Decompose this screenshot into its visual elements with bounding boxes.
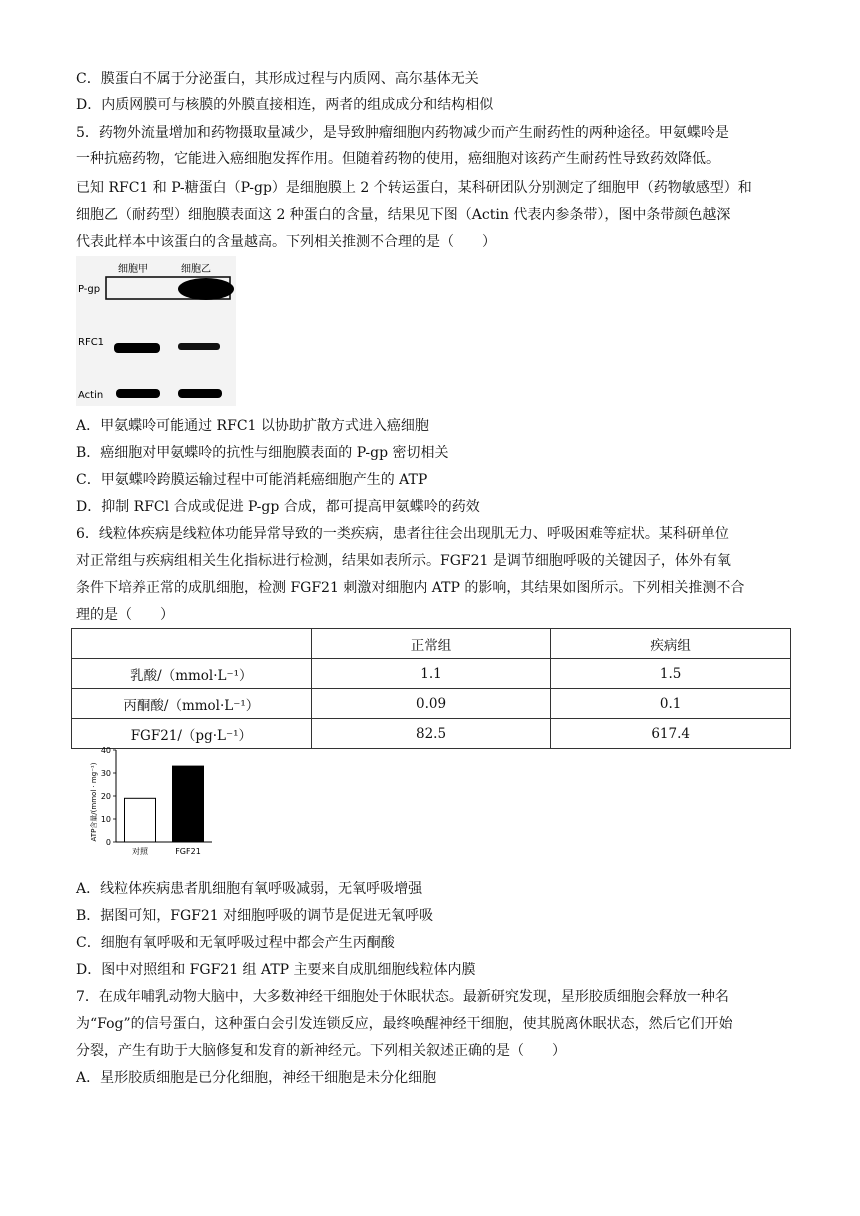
chart-y-tick-label: 30 xyxy=(100,769,111,778)
q6-stem-line: 6．线粒体疾病是线粒体功能异常导致的一类疾病，患者往往会出现肌无力、呼吸困难等症状。某科研单位 xyxy=(76,526,729,542)
blot-band-rfc1-a xyxy=(114,343,160,353)
q6-data-table xyxy=(71,628,791,749)
table-cell: 丙酮酸/（mmol·L⁻¹） xyxy=(72,689,312,719)
atp-bar-chart xyxy=(84,744,216,866)
chart-bar xyxy=(173,766,204,842)
q5-stem-line: 已知 RFC1 和 P-糖蛋白（P-gp）是细胞膜上 2 个转运蛋白，某科研团队分别测定了细胞甲（药物敏感型）和 xyxy=(76,180,752,196)
q5-option-b: B．癌细胞对甲氨蝶呤的抗性与细胞膜表面的 P-gp 密切相关 xyxy=(76,445,449,461)
q5-stem-line: 一种抗癌药物，它能进入癌细胞发挥作用。但随着药物的使用，癌细胞对该药产生耐药性导致药效降低。 xyxy=(76,151,720,167)
q7-stem-line: 为“Fog”的信号蛋白，这种蛋白会引发连锁反应，最终唤醒神经干细胞，使其脱离休眠状态，然后它们开始 xyxy=(76,1016,733,1032)
table-cell: 1.1 xyxy=(311,659,551,689)
q4-option-d: D．内质网膜可与核膜的外膜直接相连，两者的组成成分和结构相似 xyxy=(76,97,494,113)
chart-y-tick-label: 40 xyxy=(100,746,111,755)
table-cell: FGF21/（pg·L⁻¹） xyxy=(72,719,312,749)
blot-row-label: RFC1 xyxy=(78,337,105,348)
table-row xyxy=(72,659,791,689)
chart-y-tick-label: 10 xyxy=(100,815,111,824)
table-cell: 1.5 xyxy=(551,659,791,689)
table-header-cell: 疾病组 xyxy=(551,629,791,659)
q6-option-a: A．线粒体疾病患者肌细胞有氧呼吸减弱，无氧呼吸增强 xyxy=(76,881,423,897)
q5-stem-line: 5．药物外流量增加和药物摄取量减少，是导致肿瘤细胞内药物减少而产生耐药性的两种途径。甲氨蝶呤是 xyxy=(76,125,729,141)
blot-row-label: P-gp xyxy=(78,284,101,295)
chart-x-tick-label: 对照 xyxy=(132,847,148,856)
table-header-cell xyxy=(72,629,312,659)
table-row xyxy=(72,689,791,719)
table-cell: 617.4 xyxy=(551,719,791,749)
blot-band-pgp-b xyxy=(178,278,234,300)
table-cell: 0.1 xyxy=(551,689,791,719)
table-cell: 0.09 xyxy=(311,689,551,719)
q5-stem-line: 细胞乙（耐药型）细胞膜表面这 2 种蛋白的含量，结果见下图（Actin 代表内参条带），图中条带颜色越深 xyxy=(76,207,731,223)
blot-col-label: 细胞乙 xyxy=(181,264,211,275)
chart-bar xyxy=(125,798,156,842)
q5-option-c: C．甲氨蝶呤跨膜运输过程中可能消耗癌细胞产生的 ATP xyxy=(76,472,428,488)
chart-y-tick-label: 20 xyxy=(100,792,111,801)
blot-band-rfc1-b xyxy=(178,343,220,350)
blot-row-label: Actin xyxy=(78,390,104,401)
q4-option-c: C．膜蛋白不属于分泌蛋白，其形成过程与内质网、高尔基体无关 xyxy=(76,71,479,87)
q6-stem-line: 对正常组与疾病组相关生化指标进行检测，结果如表所示。FGF21 是调节细胞呼吸的关键因子，体外有氧 xyxy=(76,553,731,569)
table-header-row xyxy=(72,629,791,659)
chart-y-tick-label: 0 xyxy=(105,838,111,847)
q6-stem-line: 条件下培养正常的成肌细胞，检测 FGF21 刺激对细胞内 ATP 的影响，其结果如图所示。下列相关推测不合 xyxy=(76,580,745,596)
q7-option-a: A．星形胶质细胞是已分化细胞，神经干细胞是未分化细胞 xyxy=(76,1070,437,1086)
q6-option-c: C．细胞有氧呼吸和无氧呼吸过程中都会产生丙酮酸 xyxy=(76,935,395,951)
western-blot-figure xyxy=(76,256,236,406)
q6-option-d: D．图中对照组和 FGF21 组 ATP 主要来自成肌细胞线粒体内膜 xyxy=(76,962,476,978)
q5-option-d: D．抑制 RFCl 合成或促进 P-gp 合成，都可提高甲氨蝶呤的药效 xyxy=(76,499,480,515)
q7-stem-line: 分裂，产生有助于大脑修复和发育的新神经元。下列相关叙述正确的是（ ） xyxy=(76,1043,566,1059)
q5-stem-line: 代表此样本中该蛋白的含量越高。下列相关推测不合理的是（ ） xyxy=(76,234,496,250)
q5-option-a: A．甲氨蝶呤可能通过 RFC1 以协助扩散方式进入癌细胞 xyxy=(76,418,429,434)
chart-y-axis-label: ATP含量/(mmol · mg⁻¹) xyxy=(90,762,98,842)
blot-col-label: 细胞甲 xyxy=(118,264,148,275)
table-cell: 82.5 xyxy=(311,719,551,749)
q6-option-b: B．据图可知，FGF21 对细胞呼吸的调节是促进无氧呼吸 xyxy=(76,908,434,924)
chart-x-tick-label: FGF21 xyxy=(175,847,201,856)
table-cell: 乳酸/（mmol·L⁻¹） xyxy=(72,659,312,689)
blot-band-actin-b xyxy=(178,389,222,398)
q7-stem-line: 7．在成年哺乳动物大脑中，大多数神经干细胞处于休眠状态。最新研究发现，星形胶质细胞会释放一种名 xyxy=(76,989,729,1005)
blot-band-actin-a xyxy=(116,389,160,398)
q6-stem-line: 理的是（ ） xyxy=(76,607,174,623)
table-header-cell: 正常组 xyxy=(311,629,551,659)
